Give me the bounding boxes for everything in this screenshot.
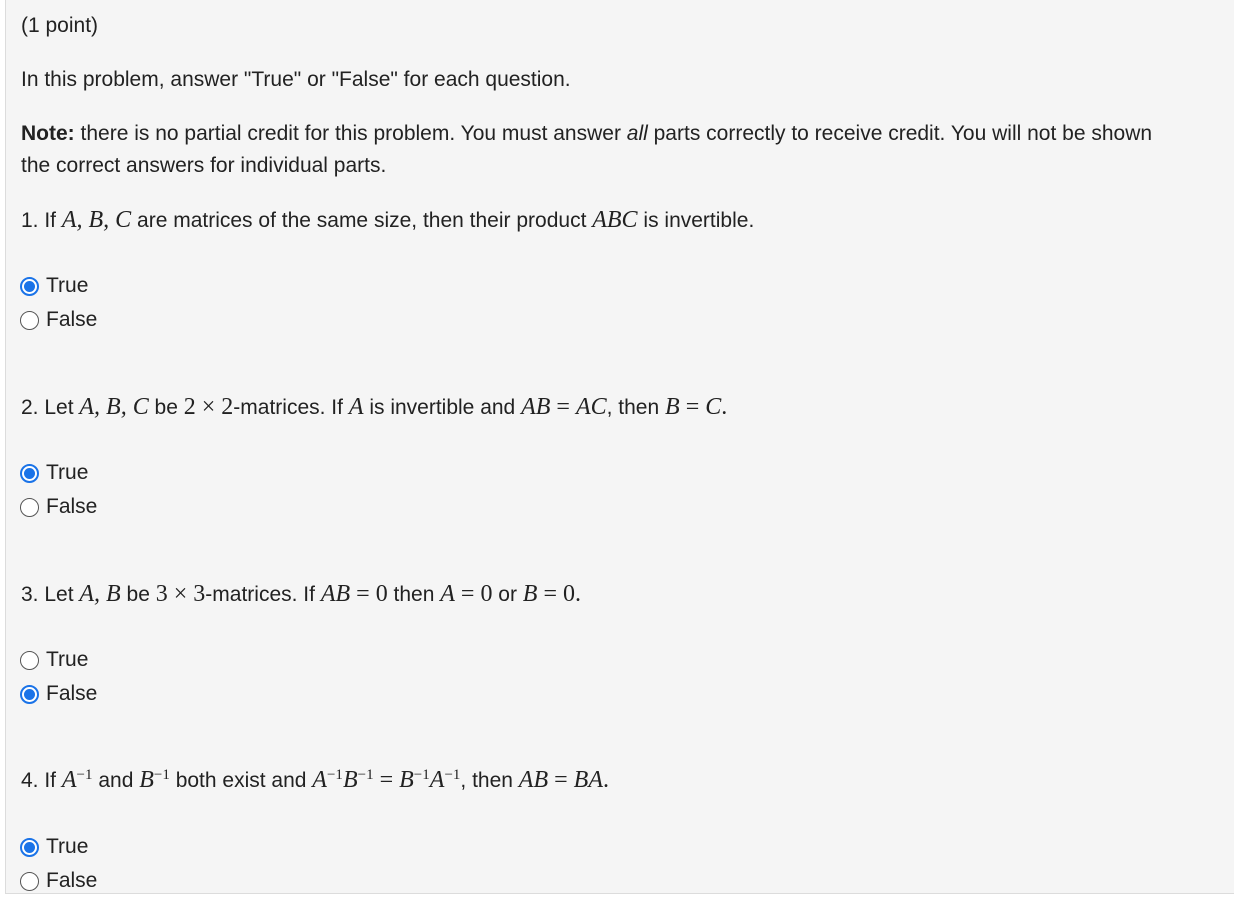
q1-option-true[interactable]: True (20, 271, 88, 301)
q4-radio-true[interactable] (20, 838, 39, 857)
question-1: 1. If A, B, C are matrices of the same size, then their product ABC is invertible. (21, 207, 755, 233)
q3-option-true[interactable]: True (20, 645, 88, 675)
question-2: 2. Let A, B, C be 2 × 2-matrices. If A is invertible and AB = AC, then B = C. (21, 394, 728, 420)
q1-radio-true[interactable] (20, 277, 39, 296)
q3-radio-false[interactable] (20, 685, 39, 704)
q4-option-true[interactable]: True (20, 832, 88, 862)
question-3: 3. Let A, B be 3 × 3-matrices. If AB = 0 then A = 0 or B = 0. (21, 581, 582, 607)
problem-panel (5, 0, 1234, 894)
q4-radio-false[interactable] (20, 872, 39, 891)
q1-option-false[interactable]: False (20, 305, 97, 335)
question-4: 4. If $A^{-1}$ and $B^{-1}$ both exist and $A^{-1}B^{-1} = B^{-1}A^{-1}$, then AB = BA. (21, 767, 609, 793)
intro-text: In this problem, answer "True" or "False" for each question. (21, 68, 571, 91)
q2-radio-false[interactable] (20, 498, 39, 517)
note-line-1: Note: there is no partial credit for this problem. You must answer all parts correctly to receive credit. You will not be shown (21, 122, 1153, 145)
q2-option-true[interactable]: True (20, 458, 88, 488)
q3-radio-true[interactable] (20, 651, 39, 670)
note-label: Note: (21, 122, 75, 145)
note-line-2: the correct answers for individual parts. (21, 154, 387, 177)
q1-radio-false[interactable] (20, 311, 39, 330)
q2-radio-true[interactable] (20, 464, 39, 483)
q2-option-false[interactable]: False (20, 492, 97, 522)
q3-option-false[interactable]: False (20, 679, 97, 709)
q4-option-false[interactable]: False (20, 866, 97, 894)
points-label: (1 point) (21, 14, 99, 37)
